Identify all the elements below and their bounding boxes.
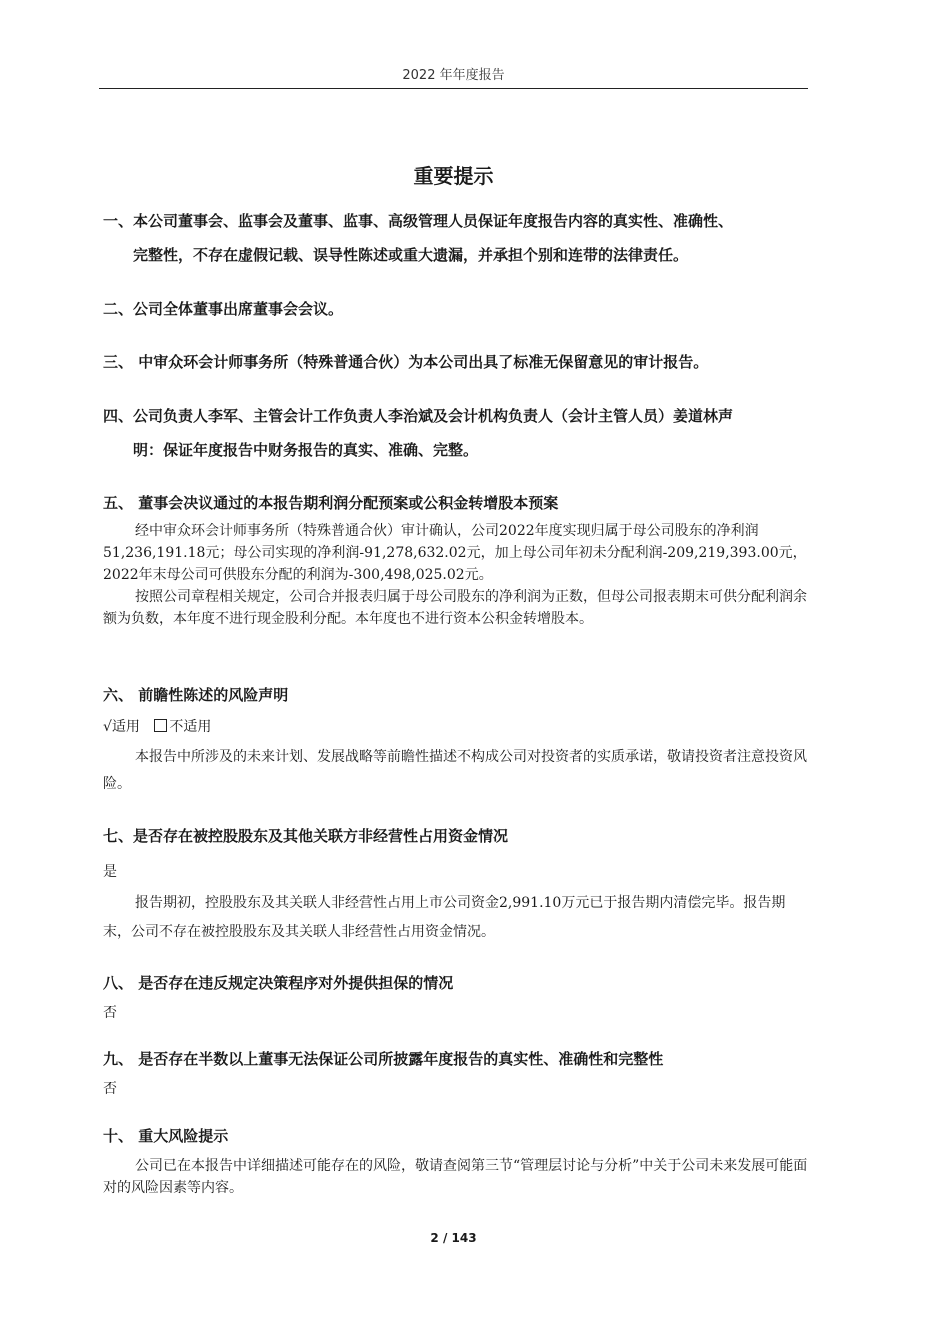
item-10-heading: 十、 重大风险提示 bbox=[103, 1127, 229, 1145]
item-10-paragraph: 公司已在本报告中详细描述可能存在的风险，敬请查阅第三节“管理层讨论与分析”中关于公司未来发展可能面对的风险因素等内容。 bbox=[103, 1158, 808, 1196]
item-9-answer: 否 bbox=[103, 1081, 117, 1097]
item-3-text: 三、 中审众环会计师事务所（特殊普通合伙）为本公司出具了标准无保留意见的审计报告。 bbox=[103, 353, 709, 371]
not-applicable-option bbox=[154, 719, 211, 735]
item-1-line-1: 一、本公司董事会、监事会及董事、监事、高级管理人员保证年度报告内容的真实性、准确性、 bbox=[103, 212, 734, 230]
item-3 bbox=[103, 347, 811, 377]
not-applicable-label: 不适用 bbox=[169, 719, 212, 735]
item-9 bbox=[103, 1044, 811, 1100]
item-6-paragraph: 本报告中所涉及的未来计划、发展战略等前瞻性描述不构成公司对投资者的实质承诺，敬请投资者注意投资风险。 bbox=[103, 749, 807, 792]
item-1-line-2: 完整性，不存在虚假记载、误导性陈述或重大遗漏，并承担个别和连带的法律责任。 bbox=[133, 246, 689, 264]
item-8-answer: 否 bbox=[103, 1005, 117, 1021]
item-6 bbox=[103, 680, 811, 798]
item-5 bbox=[103, 488, 811, 630]
header-divider bbox=[99, 88, 808, 89]
item-4-line-1: 四、公司负责人李军、主管会计工作负责人李治斌及会计机构负责人（会计主管人员）姜道林声 bbox=[103, 407, 734, 425]
item-8-heading: 八、 是否存在违反规定决策程序对外提供担保的情况 bbox=[103, 974, 454, 992]
item-5-heading: 五、 董事会决议通过的本报告期利润分配预案或公积金转增股本预案 bbox=[103, 494, 559, 512]
item-7-heading: 七、是否存在被控股股东及其他关联方非经营性占用资金情况 bbox=[103, 827, 509, 845]
item-10 bbox=[103, 1121, 811, 1199]
item-9-heading: 九、 是否存在半数以上董事无法保证公司所披露年度报告的真实性、准确性和完整性 bbox=[103, 1050, 664, 1068]
item-5-paragraph-2: 按照公司章程相关规定，公司合并报表归属于母公司股东的净利润为正数，但母公司报表期末可供分配利润余额为负数，本年度不进行现金股利分配。本年度也不进行资本公积金转增股本。 bbox=[103, 589, 807, 627]
item-5-paragraph-1: 经中审众环会计师事务所（特殊普通合伙）审计确认，公司2022年度实现归属于母公司股东的净利润51,236,191.18元；母公司实现的净利润-91,278,632.02元，加上母公司年初未分配利润-209,219,393.00元，2022年末母公司可供股东分配的利润为-300,498,025.02元。 bbox=[103, 523, 807, 583]
item-7-answer: 是 bbox=[103, 864, 117, 880]
item-4-line-2: 明：保证年度报告中财务报告的真实、准确、完整。 bbox=[133, 441, 479, 459]
item-7-paragraph: 报告期初，控股股东及其关联人非经营性占用上市公司资金2,991.10万元已于报告期内清偿完毕。报告期末，公司不存在被控股股东及其关联人非经营性占用资金情况。 bbox=[103, 895, 786, 940]
item-7 bbox=[103, 821, 811, 947]
item-2-text: 二、公司全体董事出席董事会会议。 bbox=[103, 300, 344, 318]
item-8 bbox=[103, 968, 811, 1024]
document-title: 重要提示 bbox=[413, 164, 494, 188]
checkbox-icon bbox=[154, 719, 167, 732]
applicability-row bbox=[103, 716, 811, 738]
item-2 bbox=[103, 294, 811, 324]
page-number: 2 / 143 bbox=[430, 1231, 477, 1245]
item-1 bbox=[103, 206, 811, 270]
applicable-option: √适用 bbox=[103, 719, 140, 735]
page-header: 2022 年年度报告 bbox=[402, 68, 505, 83]
item-4 bbox=[103, 401, 811, 465]
item-6-heading: 六、 前瞻性陈述的风险声明 bbox=[103, 686, 289, 704]
